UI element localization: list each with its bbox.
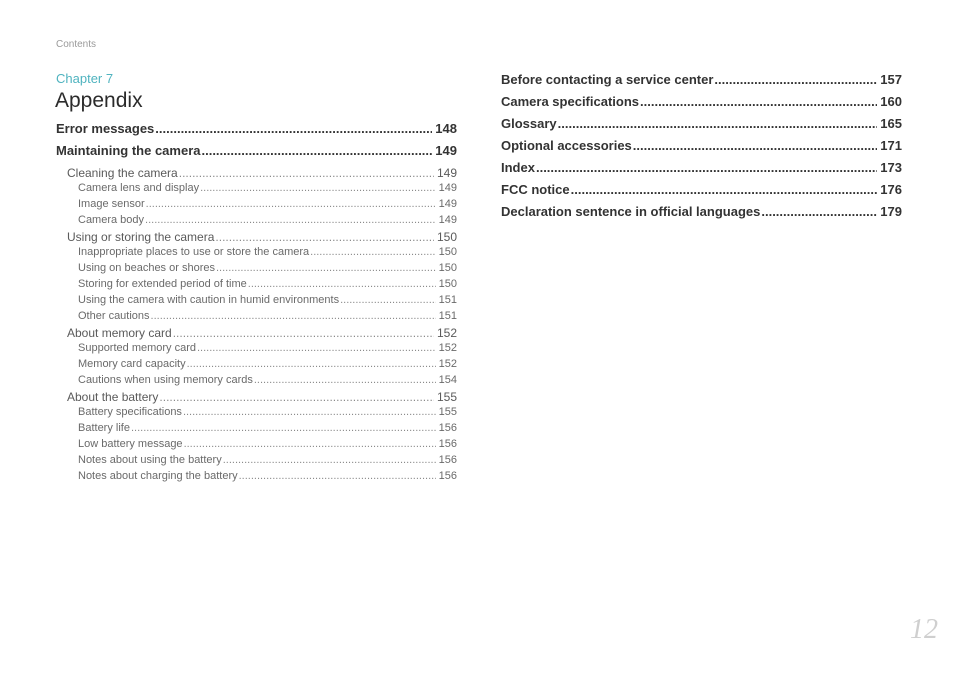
header-label: Contents xyxy=(56,39,97,50)
toc-leader-dots xyxy=(640,94,877,110)
toc-entry-page: 155 xyxy=(438,406,457,418)
toc-leader-dots xyxy=(151,309,436,324)
toc-entry-page: 173 xyxy=(880,160,902,175)
toc-entry-page: 176 xyxy=(880,182,902,197)
toc-entry-title: Battery life xyxy=(78,422,130,434)
toc-leader-dots xyxy=(183,405,436,420)
toc-entry-page: 149 xyxy=(436,166,457,180)
toc-entry-title: Image sensor xyxy=(78,198,145,210)
toc-entry[interactable] xyxy=(56,357,457,373)
toc-entry[interactable] xyxy=(56,469,457,485)
toc-entry-title: Optional accessories xyxy=(501,138,632,153)
toc-leader-dots xyxy=(216,261,436,276)
toc-leader-dots xyxy=(340,293,436,308)
toc-entry-page: 156 xyxy=(438,438,457,450)
toc-entry-title: Cleaning the camera xyxy=(67,166,178,180)
toc-entry-title: Glossary xyxy=(501,116,557,131)
toc-entry[interactable] xyxy=(501,72,902,94)
toc-entry-page: 149 xyxy=(435,143,457,158)
toc-entry-title: Notes about charging the battery xyxy=(78,470,238,482)
toc-leader-dots xyxy=(159,389,434,405)
toc-entry[interactable] xyxy=(56,165,457,181)
toc-leader-dots xyxy=(536,160,877,176)
page-number: 12 xyxy=(910,614,938,645)
toc-entry-title: Low battery message xyxy=(78,438,183,450)
toc-entry-title: About the battery xyxy=(67,390,159,404)
toc-entry-page: 165 xyxy=(880,116,902,131)
toc-leader-dots xyxy=(201,143,432,159)
toc-entry[interactable] xyxy=(56,453,457,469)
toc-entry-page: 179 xyxy=(880,204,902,219)
toc-entry-title: Camera lens and display xyxy=(78,182,200,194)
toc-entry[interactable] xyxy=(56,325,457,341)
toc-leader-dots xyxy=(184,437,436,452)
toc-entry-title: Maintaining the camera xyxy=(56,143,201,158)
toc-entry[interactable] xyxy=(56,197,457,213)
toc-entry-title: Cautions when using memory cards xyxy=(78,374,253,386)
toc-entry-title: Notes about using the battery xyxy=(78,454,222,466)
toc-entry[interactable] xyxy=(501,204,902,226)
toc-entry[interactable] xyxy=(501,94,902,116)
toc-leader-dots xyxy=(558,116,878,132)
toc-leader-dots xyxy=(146,197,436,212)
toc-leader-dots xyxy=(310,245,436,260)
toc-leader-dots xyxy=(215,229,434,245)
toc-entry-title: Battery specifications xyxy=(78,406,182,418)
toc-leader-dots xyxy=(571,182,878,198)
toc-entry-title: Index xyxy=(501,160,535,175)
toc-entry-page: 150 xyxy=(438,262,457,274)
toc-entry-page: 160 xyxy=(880,94,902,109)
toc-entry-page: 149 xyxy=(438,198,457,210)
toc-entry[interactable] xyxy=(56,277,457,293)
toc-entry-title: Camera specifications xyxy=(501,94,640,109)
toc-entry-page: 150 xyxy=(438,246,457,258)
toc-leader-dots xyxy=(714,72,877,88)
section-title: Appendix xyxy=(55,89,143,112)
toc-leader-dots xyxy=(254,373,436,388)
toc-entry[interactable] xyxy=(56,245,457,261)
toc-entry-title: Memory card capacity xyxy=(78,358,186,370)
toc-entry-page: 156 xyxy=(438,454,457,466)
toc-leader-dots xyxy=(761,204,877,220)
toc-entry-page: 156 xyxy=(438,422,457,434)
toc-entry-title: Storing for extended period of time xyxy=(78,278,247,290)
toc-entry-title: Before contacting a service center xyxy=(501,72,714,87)
toc-entry-page: 149 xyxy=(438,214,457,226)
toc-entry[interactable] xyxy=(56,405,457,421)
toc-leader-dots xyxy=(633,138,878,154)
toc-entry[interactable] xyxy=(56,437,457,453)
toc-entry[interactable] xyxy=(56,229,457,245)
toc-entry-title: FCC notice xyxy=(501,182,570,197)
toc-entry-title: Camera body xyxy=(78,214,145,226)
toc-leader-dots xyxy=(155,121,432,137)
toc-leader-dots xyxy=(179,165,434,181)
toc-entry-page: 151 xyxy=(438,294,457,306)
toc-entry[interactable] xyxy=(56,389,457,405)
chapter-label: Chapter 7 xyxy=(56,71,114,86)
toc-entry[interactable] xyxy=(56,373,457,389)
toc-entry-page: 149 xyxy=(438,182,457,194)
toc-entry[interactable] xyxy=(501,182,902,204)
toc-entry[interactable] xyxy=(56,121,457,143)
toc-entry-title: Using the camera with caution in humid environments xyxy=(78,294,340,306)
toc-entry-page: 171 xyxy=(880,138,902,153)
toc-entry[interactable] xyxy=(56,261,457,277)
toc-right-column xyxy=(501,72,902,226)
toc-leader-dots xyxy=(197,341,436,356)
toc-entry[interactable] xyxy=(501,160,902,182)
toc-entry-page: 148 xyxy=(435,121,457,136)
toc-leader-dots xyxy=(145,213,436,228)
toc-entry-page: 150 xyxy=(438,278,457,290)
toc-leader-dots xyxy=(239,469,436,484)
toc-entry[interactable] xyxy=(56,181,457,197)
toc-entry-page: 152 xyxy=(436,326,457,340)
toc-leader-dots xyxy=(248,277,436,292)
toc-leader-dots xyxy=(200,181,436,196)
toc-entry-title: Inappropriate places to use or store the camera xyxy=(78,246,310,258)
toc-entry[interactable] xyxy=(501,138,902,160)
toc-entry[interactable] xyxy=(56,421,457,437)
toc-leader-dots xyxy=(173,325,434,341)
toc-entry-title: About memory card xyxy=(67,326,172,340)
toc-leader-dots xyxy=(187,357,436,372)
toc-entry-page: 154 xyxy=(438,374,457,386)
toc-entry-page: 152 xyxy=(438,342,457,354)
toc-entry-title: Using on beaches or shores xyxy=(78,262,215,274)
toc-entry-page: 157 xyxy=(880,72,902,87)
toc-entry-page: 152 xyxy=(438,358,457,370)
toc-entry-title: Using or storing the camera xyxy=(67,230,215,244)
toc-entry[interactable] xyxy=(56,341,457,357)
toc-entry[interactable] xyxy=(56,309,457,325)
toc-entry-title: Other cautions xyxy=(78,310,150,322)
toc-entry-page: 156 xyxy=(438,470,457,482)
toc-entry-title: Error messages xyxy=(56,121,155,136)
toc-left-column xyxy=(56,121,457,485)
toc-entry-page: 151 xyxy=(438,310,457,322)
toc-entry-title: Declaration sentence in official languages xyxy=(501,204,761,219)
toc-leader-dots xyxy=(223,453,436,468)
toc-leader-dots xyxy=(131,421,436,436)
toc-entry[interactable] xyxy=(56,213,457,229)
toc-entry-page: 155 xyxy=(436,390,457,404)
toc-entry[interactable] xyxy=(56,293,457,309)
toc-entry-title: Supported memory card xyxy=(78,342,196,354)
toc-entry[interactable] xyxy=(56,143,457,165)
toc-entry-page: 150 xyxy=(436,230,457,244)
toc-entry[interactable] xyxy=(501,116,902,138)
